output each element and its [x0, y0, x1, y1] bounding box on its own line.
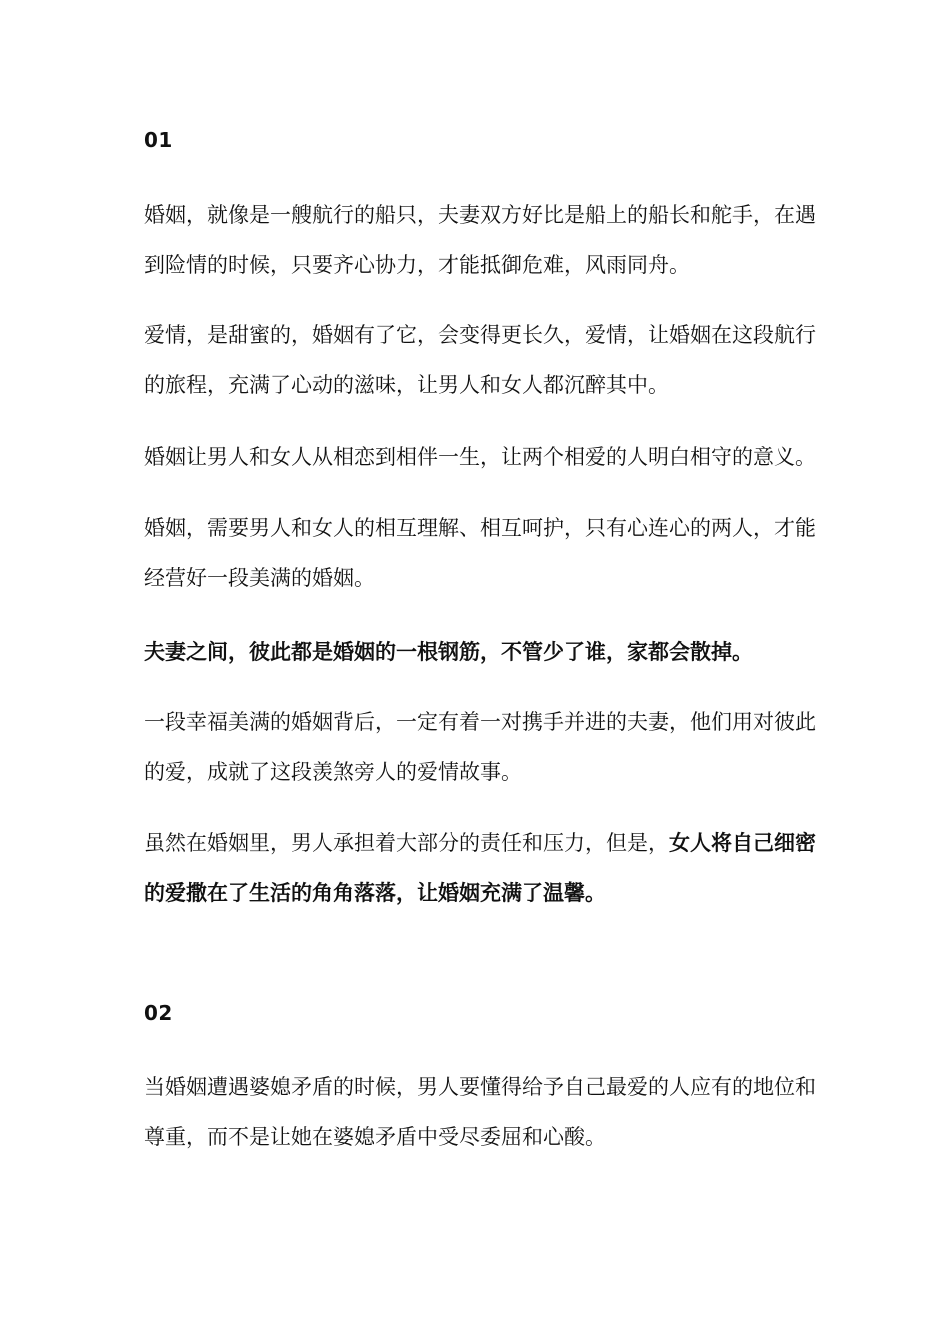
paragraph: 婚姻，就像是一艘航行的船只，夫妻双方好比是船上的船长和舵手，在遇到险情的时候，只要齐心协力，才能抵御危难，风雨同舟。 — [144, 203, 816, 277]
paragraph: 婚姻，需要男人和女人的相互理解、相互呵护，只有心连心的两人，才能经营好一段美满的婚姻。 — [144, 516, 816, 590]
paragraph: 一段幸福美满的婚姻背后，一定有着一对携手并进的夫妻，他们用对彼此的爱，成就了这段羡煞旁人的爱情故事。 — [144, 710, 816, 784]
bold-paragraph: 夫妻之间，彼此都是婚姻的一根钢筋，不管少了谁，家都会散掉。 — [144, 640, 753, 664]
paragraph: 婚姻让男人和女人从相恋到相伴一生，让两个相爱的人明白相守的意义。 — [144, 445, 816, 469]
section-number-02: 02 — [144, 1001, 173, 1025]
section-number-01: 01 — [144, 128, 173, 152]
paragraph: 爱情，是甜蜜的，婚姻有了它，会变得更长久，爱情，让婚姻在这段航行的旅程，充满了心动的滋味，让男人和女人都沉醉其中。 — [144, 323, 816, 397]
paragraph: 当婚姻遭遇婆媳矛盾的时候，男人要懂得给予自己最爱的人应有的地位和尊重，而不是让她在婆媳矛盾中受尽委屈和心酸。 — [144, 1075, 816, 1149]
paragraph-normal-text: 虽然在婚姻里，男人承担着大部分的责任和压力，但是， — [144, 831, 669, 855]
mixed-paragraph — [144, 818, 816, 918]
paragraph-bold-text: 女人将自己细密的爱撒在了生活的角角落落，让婚姻充满了温馨。 — [144, 831, 816, 905]
